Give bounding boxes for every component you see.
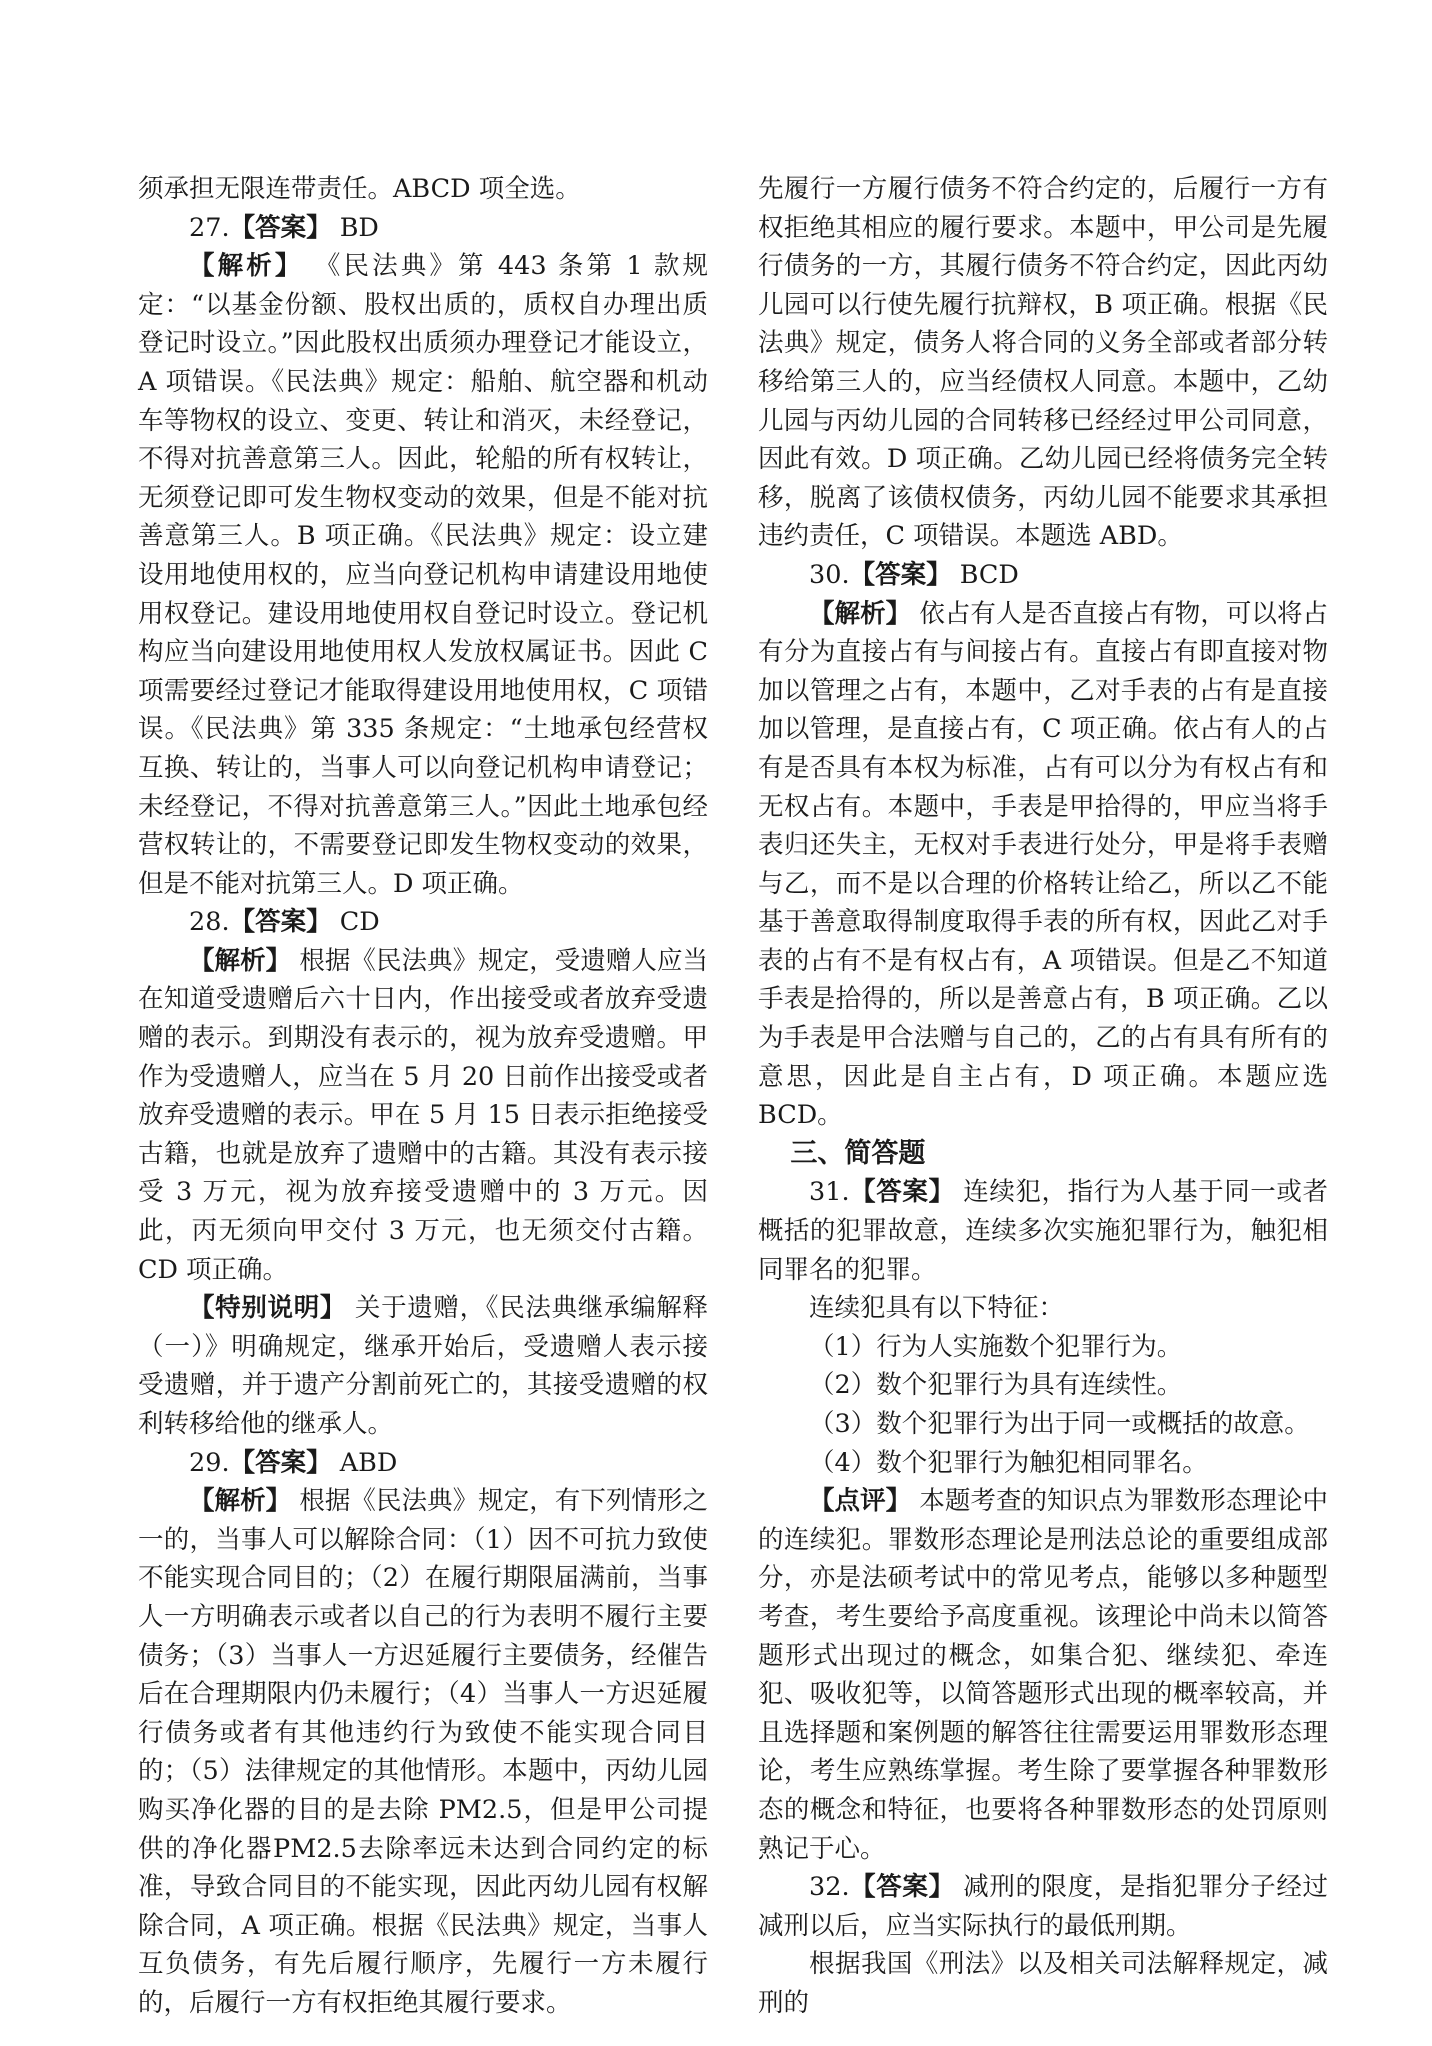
features-intro: 连续犯具有以下特征： bbox=[809, 1293, 1065, 1324]
answer-30 bbox=[758, 556, 1328, 595]
analysis-text: 依占有人是否直接占有物，可以将占有分为直接占有与间接占有。直接占有即直接对物加以管理之占有，本题中，乙对手表的占有是直接加以管理，是直接占有，C 项正确。依占有人的占有是否具有本权为标准，占有可以分为有权占有和无权占有。本题中，手表是甲拾得的，甲应当将手表归还失主，无权对手表进行处分，甲是将手表赠与乙，而不是以合理的价格转让给乙，所以乙不能基于善意取得制度取得手表的所有权，因此乙对手表的占有不是有权占有，A 项错误。但是乙不知道手表是拾得的，所以是善意占有，B 项正确。乙以为手表是甲合法赠与自己的，乙的占有具有所有的意思，因此是自主占有，D 项正确。本题应选 BCD。 bbox=[758, 598, 1328, 1131]
analysis-27 bbox=[138, 247, 708, 903]
analysis-text: 《民法典》第 443 条第 1 款规定：“以基金份额、股权出质的，质权自办理出质登记时设立。”因此股权出质须办理登记才能设立，A 项错误。《民法典》规定：船舶、航空器和机动车等物权的设立、变更、转让和消灭，未经登记，不得对抗善意第三人。因此，轮船的所有权转让，无须登记即可发生物权变动的效果，但是不能对抗善意第三人。B 项正确。《民法典》规定：设立建设用地使用权的，应当向登记机构申请建设用地使用权登记。建设用地使用权自登记时设立。登记机构应当向建设用地使用权人发放权属证书。因此 C 项需要经过登记才能取得建设用地使用权，C 项错误。《民法典》第 335 条规定：“土地承包经营权互换、转让的，当事人可以向登记机构申请登记；未经登记，不得对抗善意第三人。”因此土地承包经营权转让的，不需要登记即发生物权变动的效果，但是不能对抗第三人。D 项正确。 bbox=[138, 251, 708, 899]
left-column bbox=[138, 170, 708, 2023]
analysis-30 bbox=[758, 595, 1328, 1135]
answer-28 bbox=[138, 903, 708, 942]
feature-item: （2）数个犯罪行为具有连续性。 bbox=[809, 1370, 1183, 1401]
answer-31 bbox=[758, 1173, 1328, 1289]
question-number: 28. bbox=[189, 907, 230, 938]
note-28 bbox=[138, 1289, 708, 1443]
note-text: 关于遗赠，《民法典继承编解释（一）》明确规定，继承开始后，受遗赠人表示接受遗赠，并于遗产分割前死亡的，其接受遗赠的权利转移给他的继承人。 bbox=[138, 1293, 708, 1439]
paragraph: 根据我国《刑法》以及相关司法解释规定，减刑的 bbox=[758, 1949, 1328, 2018]
answer-text: 连续犯，指行为人基于同一或者概括的犯罪故意，连续多次实施犯罪行为，触犯相同罪名的犯罪。 bbox=[758, 1177, 1328, 1285]
answer-tag: 【答案】 bbox=[229, 1447, 332, 1478]
comment-31 bbox=[758, 1482, 1328, 1868]
question-number: 30. bbox=[809, 559, 850, 590]
question-number: 31. bbox=[809, 1177, 850, 1208]
analysis-tag: 【解析】 bbox=[189, 1486, 292, 1517]
question-number: 29. bbox=[189, 1447, 230, 1478]
analysis-tag: 【解析】 bbox=[189, 251, 304, 282]
right-column bbox=[758, 170, 1328, 2023]
answer-text: 减刑的限度，是指犯罪分子经过减刑以后，应当实际执行的最低刑期。 bbox=[758, 1872, 1328, 1941]
answer-tag: 【答案】 bbox=[229, 212, 332, 243]
feature-item: （1）行为人实施数个犯罪行为。 bbox=[809, 1331, 1183, 1362]
analysis-tag: 【解析】 bbox=[809, 598, 912, 629]
analysis-tag: 【解析】 bbox=[189, 945, 292, 976]
answer-value: CD bbox=[339, 907, 380, 938]
comment-text: 本题考查的知识点为罪数形态理论中的连续犯。罪数形态理论是刑法总论的重要组成部分，亦是法硕考试中的常见考点，能够以多种题型考查，考生要给予高度重视。该理论中尚未以简答题形式出现过的概念，如集合犯、继续犯、牵连犯、吸收犯等，以简答题形式出现的概率较高，并且选择题和案例题的解答往往需要运用罪数形态理论，考生应熟练掌握。考生除了要掌握各种罪数形态的概念和特征，也要将各种罪数形态的处罚原则熟记于心。 bbox=[758, 1486, 1328, 1864]
feature-item: （3）数个犯罪行为出于同一或概括的故意。 bbox=[809, 1409, 1310, 1439]
question-number: 27. bbox=[189, 212, 230, 243]
analysis-28 bbox=[138, 942, 708, 1289]
answer-27 bbox=[138, 209, 708, 248]
answer-value: BCD bbox=[959, 559, 1019, 590]
section-title: 三、简答题 bbox=[790, 1137, 926, 1169]
analysis-29 bbox=[138, 1482, 708, 2022]
paragraph: 先履行一方履行债务不符合约定的，后履行一方有权拒绝其相应的履行要求。本题中，甲公司是先履行债务的一方，其履行债务不符合约定，因此丙幼儿园可以行使先履行抗辩权，B 项正确。根据《民法典》规定，债务人将合同的义务全部或者部分转移给第三人的，应当经债权人同意。本题中，乙幼儿园与丙幼儿园的合同转移已经经过甲公司同意，因此有效。D 项正确。乙幼儿园已经将债务完全转移，脱离了该债权债务，丙幼儿园不能要求其承担违约责任，C 项错误。本题选 ABD。 bbox=[758, 174, 1328, 552]
answer-tag: 【答案】 bbox=[849, 1872, 955, 1903]
feature-item: （4）数个犯罪行为触犯相同罪名。 bbox=[809, 1447, 1208, 1478]
question-number: 32. bbox=[809, 1872, 850, 1903]
answer-value: ABD bbox=[339, 1447, 398, 1478]
answer-29 bbox=[138, 1444, 708, 1483]
analysis-text: 根据《民法典》规定，受遗赠人应当在知道受遗赠后六十日内，作出接受或者放弃受遗赠的表示。到期没有表示的，视为放弃受遗赠。甲作为受遗赠人，应当在 5 月 20 日前作出接受或者放弃受遗赠的表示。甲在 5 月 15 日表示拒绝接受古籍，也就是放弃了遗赠中的古籍。其没有表示接受 3 万元，视为放弃接受遗赠中的 3 万元。因此，丙无须向甲交付 3 万元，也无须交付古籍。CD 项正确。 bbox=[138, 945, 708, 1285]
answer-32 bbox=[758, 1868, 1328, 1945]
comment-tag: 【点评】 bbox=[809, 1486, 912, 1517]
answer-tag: 【答案】 bbox=[229, 907, 332, 938]
paragraph: 须承担无限连带责任。ABCD 项全选。 bbox=[138, 174, 581, 204]
answer-tag: 【答案】 bbox=[849, 1177, 955, 1208]
note-tag: 【特别说明】 bbox=[189, 1293, 347, 1324]
answer-value: BD bbox=[339, 212, 379, 243]
analysis-text: 根据《民法典》规定，有下列情形之一的，当事人可以解除合同：（1）因不可抗力致使不能实现合同目的；（2）在履行期限届满前，当事人一方明确表示或者以自己的行为表明不履行主要债务；（3）当事人一方迟延履行主要债务，经催告后在合理期限内仍未履行；（4）当事人一方迟延履行债务或者有其他违约行为致使不能实现合同目的；（5）法律规定的其他情形。本题中，丙幼儿园购买净化器的目的是去除 PM2.5，但是甲公司提供的净化器PM2.5去除率远未达到合同约定的标准，导致合同目的不能实现，因此丙幼儿园有权解除合同，A 项正确。根据《民法典》规定，当事人互负债务，有先后履行顺序，先履行一方未履行的，后履行一方有权拒绝其履行要求。 bbox=[138, 1486, 708, 2018]
answer-tag: 【答案】 bbox=[849, 559, 952, 590]
